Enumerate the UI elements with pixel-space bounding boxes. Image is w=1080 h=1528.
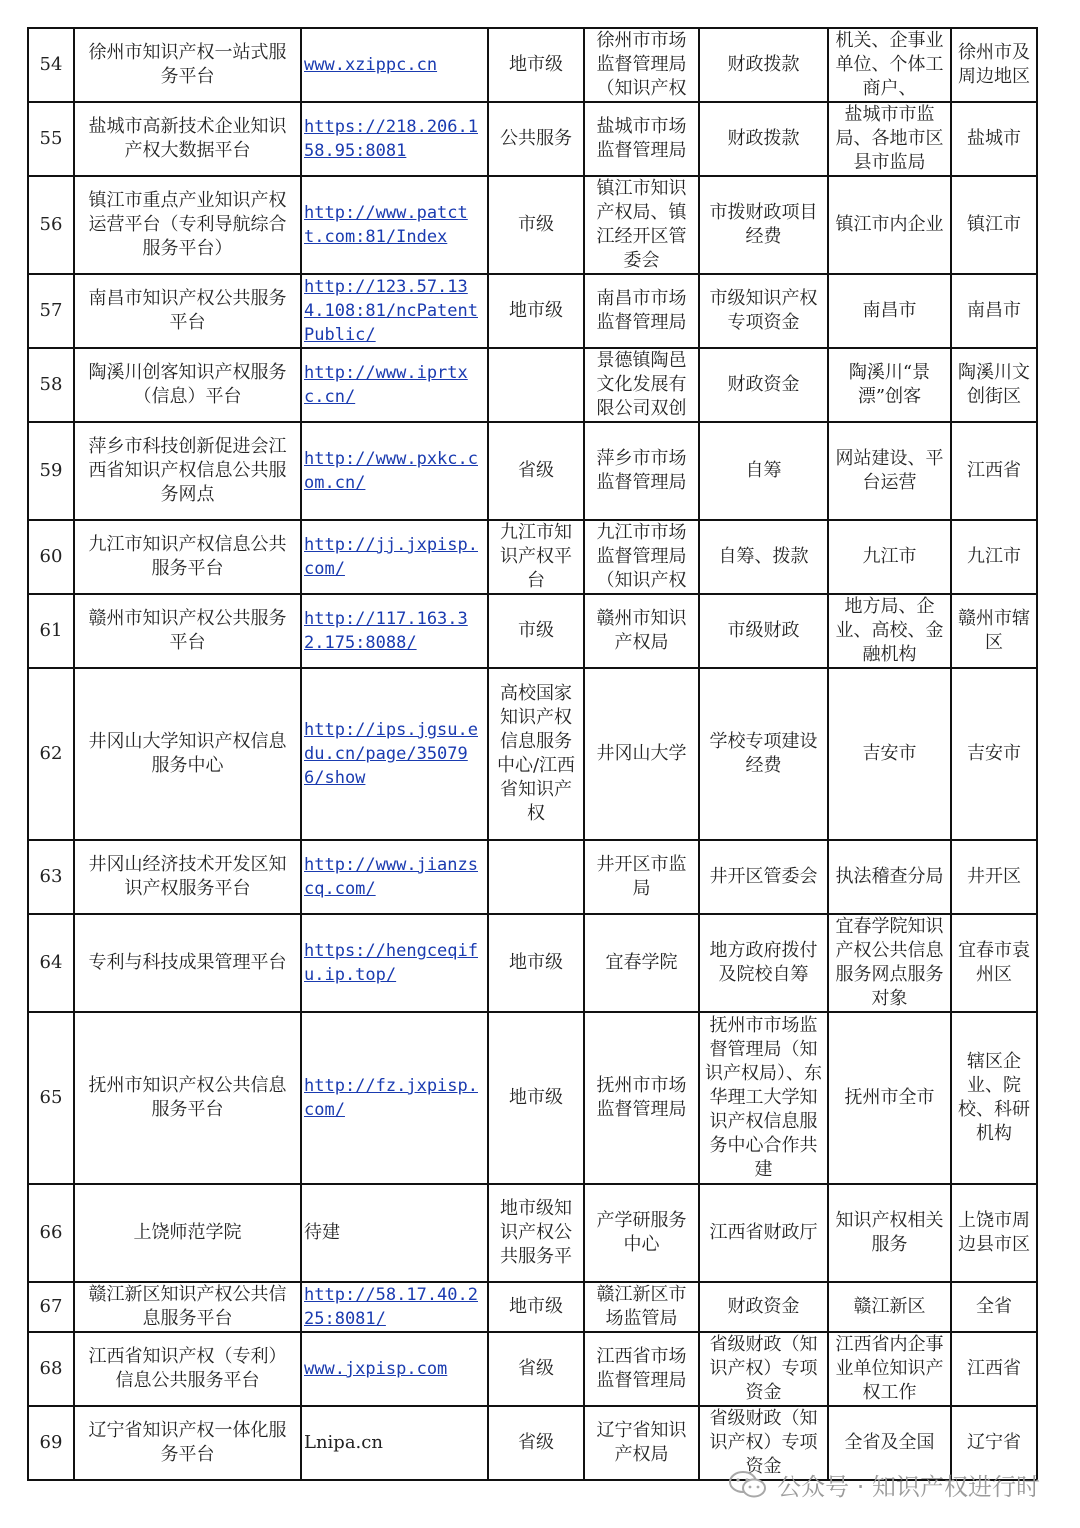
cell-no: 58	[28, 348, 74, 422]
cell-target: 知识产权相关服务	[828, 1184, 951, 1282]
cell-name: 专利与科技成果管理平台	[74, 914, 301, 1012]
cell-no: 66	[28, 1184, 74, 1282]
table-row	[28, 348, 1037, 422]
cell-fund: 自筹、拨款	[699, 520, 828, 594]
cell-fund: 自筹	[699, 422, 828, 520]
cell-target: 陶溪川“景漂”创客	[828, 348, 951, 422]
cell-no: 59	[28, 422, 74, 520]
platform-link[interactable]: http://58.17.40.225:8081/	[304, 1285, 478, 1329]
cell-name: 上饶师范学院	[74, 1184, 301, 1282]
table-row	[28, 102, 1037, 176]
cell-no: 68	[28, 1332, 74, 1406]
cell-target: 全省及全国	[828, 1406, 951, 1480]
cell-level: 九江市知识产权平台	[488, 520, 584, 594]
cell-url	[301, 1406, 488, 1480]
cell-name: 南昌市知识产权公共服务平台	[74, 274, 301, 348]
platform-link[interactable]: http://www.iprtxc.cn/	[304, 363, 468, 407]
cell-fund: 学校专项建设经费	[699, 668, 828, 840]
watermark-text: 公众号 · 知识产权进行时	[777, 1473, 1040, 1501]
cell-url	[301, 520, 488, 594]
cell-level: 地市级	[488, 1282, 584, 1332]
cell-region: 辽宁省	[951, 1406, 1037, 1480]
cell-name: 镇江市重点产业知识产权运营平台（专利导航综合服务平台）	[74, 176, 301, 274]
platform-link[interactable]: http://www.pxkc.com.cn/	[304, 449, 478, 493]
platform-link[interactable]: www.jxpisp.com	[304, 1359, 448, 1379]
cell-region: 全省	[951, 1282, 1037, 1332]
cell-url	[301, 1184, 488, 1282]
cell-org: 辽宁省知识产权局	[584, 1406, 699, 1480]
cell-target: 抚州市全市	[828, 1012, 951, 1184]
platform-link[interactable]: https://hengceqifu.ip.top/	[304, 941, 478, 985]
cell-fund: 财政拨款	[699, 28, 828, 102]
cell-fund: 地方政府拨付及院校自筹	[699, 914, 828, 1012]
cell-level: 地市级知识产权公共服务平	[488, 1184, 584, 1282]
cell-no: 57	[28, 274, 74, 348]
cell-fund: 财政资金	[699, 348, 828, 422]
cell-url	[301, 1012, 488, 1184]
cell-no: 61	[28, 594, 74, 668]
table-row	[28, 840, 1037, 914]
watermark	[729, 1467, 1040, 1502]
cell-org: 萍乡市市场监督管理局	[584, 422, 699, 520]
cell-org: 景德镇陶邑文化发展有限公司双创	[584, 348, 699, 422]
cell-fund: 市拨财政项目经费	[699, 176, 828, 274]
table-row	[28, 1332, 1037, 1406]
table-row	[28, 1184, 1037, 1282]
platform-link[interactable]: http://ips.jgsu.edu.cn/page/350796/show	[304, 720, 478, 788]
cell-no: 56	[28, 176, 74, 274]
cell-fund: 抚州市市场监督管理局（知识产权局）、东华理工大学知识产权信息服务中心合作共建	[699, 1012, 828, 1184]
document-table	[27, 27, 1038, 1481]
cell-region: 九江市	[951, 520, 1037, 594]
cell-url	[301, 348, 488, 422]
cell-url	[301, 176, 488, 274]
cell-region: 宜春市袁州区	[951, 914, 1037, 1012]
cell-name: 萍乡市科技创新促进会江西省知识产权信息公共服务网点	[74, 422, 301, 520]
cell-region: 镇江市	[951, 176, 1037, 274]
cell-name: 井冈山经济技术开发区知识产权服务平台	[74, 840, 301, 914]
table-row	[28, 1282, 1037, 1332]
cell-fund: 市级财政	[699, 594, 828, 668]
cell-org: 徐州市市场监督管理局（知识产权	[584, 28, 699, 102]
cell-region: 井开区	[951, 840, 1037, 914]
cell-level: 地市级	[488, 914, 584, 1012]
cell-target: 地方局、企业、高校、金融机构	[828, 594, 951, 668]
cell-org: 井开区市监局	[584, 840, 699, 914]
platform-link[interactable]: http://jj.jxpisp.com/	[304, 535, 478, 579]
cell-name: 井冈山大学知识产权信息服务中心	[74, 668, 301, 840]
cell-url	[301, 1332, 488, 1406]
platform-link[interactable]: http://117.163.32.175:8088/	[304, 609, 468, 653]
wechat-icon	[729, 1470, 767, 1500]
cell-level: 高校国家知识产权信息服务中心/江西省知识产权	[488, 668, 584, 840]
cell-fund: 省级财政（知识产权）专项资金	[699, 1406, 828, 1480]
cell-no: 55	[28, 102, 74, 176]
cell-url	[301, 28, 488, 102]
cell-org: 宜春学院	[584, 914, 699, 1012]
platform-link[interactable]: http://www.patctt.com:81/Index	[304, 203, 468, 247]
cell-level: 省级	[488, 1406, 584, 1480]
platform-link[interactable]: http://123.57.134.108:81/ncPatentPublic/	[304, 277, 478, 345]
cell-org: 镇江市知识产权局、镇江经开区管委会	[584, 176, 699, 274]
cell-org: 抚州市市场监督管理局	[584, 1012, 699, 1184]
cell-fund: 井开区管委会	[699, 840, 828, 914]
cell-url	[301, 274, 488, 348]
cell-level: 公共服务	[488, 102, 584, 176]
cell-target: 江西省内企事业单位知识产权工作	[828, 1332, 951, 1406]
cell-level	[488, 348, 584, 422]
table-body	[28, 28, 1037, 1480]
cell-url	[301, 840, 488, 914]
cell-target: 九江市	[828, 520, 951, 594]
cell-org: 赣州市知识产权局	[584, 594, 699, 668]
table-row	[28, 422, 1037, 520]
platform-url-text: Lnipa.cn	[304, 1432, 383, 1453]
table-row	[28, 176, 1037, 274]
cell-region: 徐州市及周边地区	[951, 28, 1037, 102]
cell-level: 省级	[488, 422, 584, 520]
cell-level: 市级	[488, 176, 584, 274]
cell-target: 赣江新区	[828, 1282, 951, 1332]
cell-org: 江西省市场监督管理局	[584, 1332, 699, 1406]
cell-region: 盐城市	[951, 102, 1037, 176]
table-row	[28, 520, 1037, 594]
cell-target: 镇江市内企业	[828, 176, 951, 274]
cell-name: 九江市知识产权信息公共服务平台	[74, 520, 301, 594]
cell-name: 辽宁省知识产权一体化服务平台	[74, 1406, 301, 1480]
table-row	[28, 594, 1037, 668]
cell-no: 62	[28, 668, 74, 840]
cell-no: 54	[28, 28, 74, 102]
cell-no: 69	[28, 1406, 74, 1480]
table-row	[28, 274, 1037, 348]
cell-fund: 江西省财政厅	[699, 1184, 828, 1282]
platform-url-text: 待建	[304, 1222, 340, 1243]
cell-fund: 市级知识产权专项资金	[699, 274, 828, 348]
platform-link[interactable]: http://fz.jxpisp.com/	[304, 1076, 478, 1120]
platform-link[interactable]: http://www.jianzscq.com/	[304, 855, 478, 899]
cell-name: 江西省知识产权（专利）信息公共服务平台	[74, 1332, 301, 1406]
cell-name: 陶溪川创客知识产权服务（信息）平台	[74, 348, 301, 422]
cell-level: 地市级	[488, 28, 584, 102]
platform-link[interactable]: www.xzippc.cn	[304, 55, 438, 75]
cell-region: 陶溪川文创街区	[951, 348, 1037, 422]
cell-url	[301, 668, 488, 840]
table-row	[28, 1012, 1037, 1184]
cell-target: 盐城市市监局、各地市区县市监局	[828, 102, 951, 176]
cell-name: 抚州市知识产权公共信息服务平台	[74, 1012, 301, 1184]
cell-level: 地市级	[488, 274, 584, 348]
cell-url	[301, 1282, 488, 1332]
platform-link[interactable]: https://218.206.158.95:8081	[304, 117, 478, 161]
cell-region: 辖区企业、院校、科研机构	[951, 1012, 1037, 1184]
cell-url	[301, 914, 488, 1012]
cell-target: 吉安市	[828, 668, 951, 840]
cell-name: 赣州市知识产权公共服务平台	[74, 594, 301, 668]
cell-org: 九江市市场监督管理局（知识产权	[584, 520, 699, 594]
cell-target: 机关、企事业单位、个体工商户、	[828, 28, 951, 102]
cell-level: 地市级	[488, 1012, 584, 1184]
cell-level: 市级	[488, 594, 584, 668]
cell-name: 赣江新区知识产权公共信息服务平台	[74, 1282, 301, 1332]
cell-url	[301, 422, 488, 520]
cell-no: 65	[28, 1012, 74, 1184]
cell-no: 67	[28, 1282, 74, 1332]
cell-no: 64	[28, 914, 74, 1012]
cell-region: 赣州市辖区	[951, 594, 1037, 668]
cell-fund: 财政拨款	[699, 102, 828, 176]
cell-region: 南昌市	[951, 274, 1037, 348]
cell-fund: 财政资金	[699, 1282, 828, 1332]
cell-region: 江西省	[951, 422, 1037, 520]
cell-no: 60	[28, 520, 74, 594]
cell-target: 南昌市	[828, 274, 951, 348]
table-row	[28, 28, 1037, 102]
cell-target: 宜春学院知识产权公共信息服务网点服务对象	[828, 914, 951, 1012]
cell-url	[301, 102, 488, 176]
cell-org: 产学研服务中心	[584, 1184, 699, 1282]
table-row	[28, 914, 1037, 1012]
cell-region: 吉安市	[951, 668, 1037, 840]
cell-fund: 省级财政（知识产权）专项资金	[699, 1332, 828, 1406]
cell-level: 省级	[488, 1332, 584, 1406]
cell-region: 上饶市周边县市区	[951, 1184, 1037, 1282]
cell-no: 63	[28, 840, 74, 914]
cell-org: 井冈山大学	[584, 668, 699, 840]
table-row	[28, 668, 1037, 840]
cell-org: 南昌市市场监督管理局	[584, 274, 699, 348]
cell-region: 江西省	[951, 1332, 1037, 1406]
cell-org: 赣江新区市场监管局	[584, 1282, 699, 1332]
cell-url	[301, 594, 488, 668]
cell-target: 执法稽查分局	[828, 840, 951, 914]
cell-target: 网站建设、平台运营	[828, 422, 951, 520]
cell-org: 盐城市市场监督管理局	[584, 102, 699, 176]
cell-name: 盐城市高新技术企业知识产权大数据平台	[74, 102, 301, 176]
cell-level	[488, 840, 584, 914]
cell-name: 徐州市知识产权一站式服务平台	[74, 28, 301, 102]
